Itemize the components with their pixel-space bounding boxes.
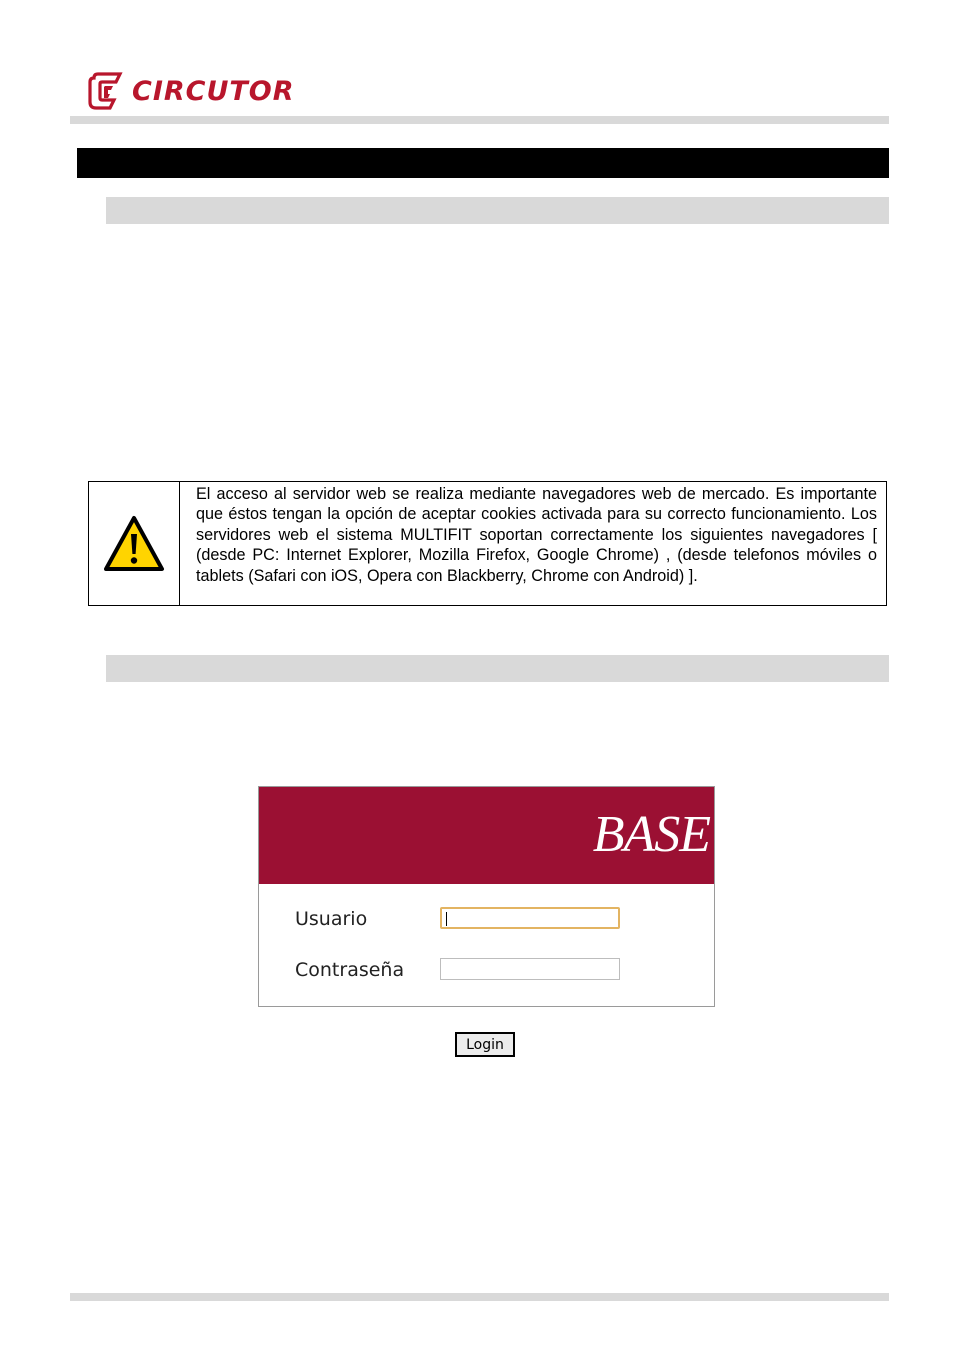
- login-button[interactable]: Login: [455, 1032, 515, 1057]
- username-label: Usuario: [295, 908, 368, 930]
- login-header: [259, 787, 714, 884]
- password-label: Contraseña: [295, 959, 405, 981]
- header-rule: [70, 116, 889, 124]
- circutor-logo-icon: [86, 70, 128, 112]
- circutor-logo: [86, 70, 316, 112]
- subsection-band-2: [106, 655, 889, 682]
- logo-wordmark: CIRCUTOR: [132, 75, 295, 107]
- brand-title: BASE: [592, 806, 710, 863]
- warning-icon-cell: [89, 482, 180, 605]
- warning-text: El acceso al servidor web se realiza mediante navegadores web de mercado. Es importante que éstos tengan la opción de aceptar cookies activada para su correcto funcionamiento. Los servidores web el sistema MULTIFIT soportan correctamente los siguientes navegadores [ (desde PC: Internet Explorer, Mozilla Firefox, Google Chrome) , (desde telefonos móviles o tablets (Safari con iOS, Opera con Blackberry, Chrome con Android) ].: [196, 485, 877, 585]
- password-input[interactable]: [440, 958, 620, 980]
- text-caret: [446, 912, 447, 926]
- footer-rule: [70, 1293, 889, 1301]
- section-title-bar: [77, 148, 889, 178]
- warning-triangle-icon: [103, 515, 165, 573]
- warning-note: [88, 481, 887, 606]
- subsection-band-1: [106, 197, 889, 224]
- login-panel: [258, 786, 715, 1007]
- username-input[interactable]: [440, 907, 620, 929]
